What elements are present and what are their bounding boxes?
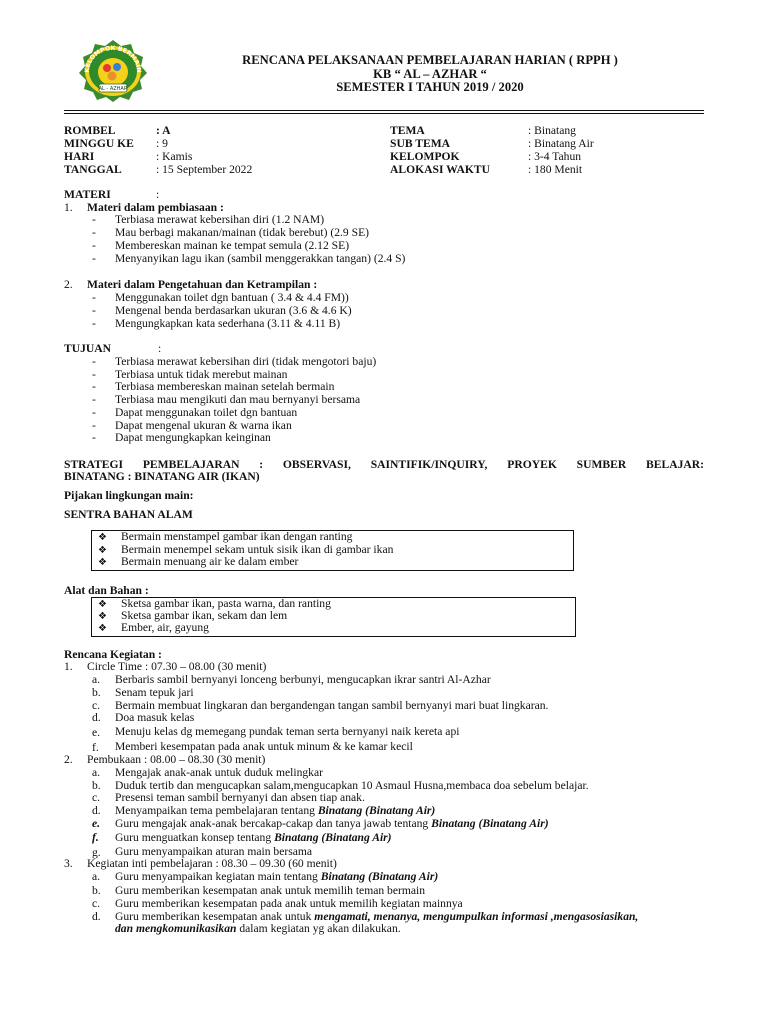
materi-sec2-title: Materi dalam Pengetahuan dan Ketrampilan :: [87, 278, 318, 291]
diamond-bullet-icon: ❖: [98, 532, 107, 543]
list-item: Terbiasa membereskan mainan setelah bermain: [115, 380, 335, 393]
list-marker: b.: [92, 884, 101, 897]
list-item: Dapat menggunakan toilet dgn bantuan: [115, 406, 298, 419]
list-item: Mengungkapkan kata sederhana (3.11 & 4.11 B): [115, 317, 341, 330]
list-dash: -: [92, 226, 96, 239]
list-item: Guru menyampaikan kegiatan main tentang Binatang (Binatang Air): [115, 870, 439, 883]
info-value-hari: : Kamis: [156, 150, 193, 163]
info-value-rombel: : A: [156, 124, 171, 137]
info-label-kelompok: KELOMPOK: [390, 150, 460, 163]
list-marker: f.: [92, 741, 99, 754]
info-label-tanggal: TANGGAL: [64, 163, 122, 176]
list-item: Terbiasa merawat kebersihan diri (1.2 NAM): [115, 213, 325, 226]
list-item: Terbiasa merawat kebersihan diri (tidak mengotori baju): [115, 355, 377, 368]
document-title: [150, 54, 710, 95]
list-item: Bermain menempel sekam untuk sisik ikan di gambar ikan: [121, 543, 394, 556]
strategi-line-1: STRATEGI PEMBELAJARAN : OBSERVASI, SAINTIFIK/INQUIRY, PROYEK SUMBER BELAJAR:: [64, 458, 704, 471]
list-marker: d.: [92, 910, 101, 923]
list-item: Menyampaikan tema pembelajaran tentang Binatang (Binatang Air): [115, 804, 436, 817]
list-marker: d.: [92, 804, 101, 817]
list-marker: d.: [92, 711, 101, 724]
logo-banner-text: AL - AZHAR: [98, 86, 128, 92]
list-item: Sketsa gambar ikan, sekam dan lem: [121, 609, 288, 622]
diamond-bullet-icon: ❖: [98, 611, 107, 622]
diamond-bullet-icon: ❖: [98, 623, 107, 634]
list-marker: f.: [92, 831, 99, 844]
info-label-rombel: ROMBEL: [64, 124, 116, 137]
header-rule-bottom: [64, 113, 704, 114]
list-dash: -: [92, 355, 96, 368]
list-item: Sketsa gambar ikan, pasta warna, dan ranting: [121, 597, 331, 610]
info-value-tanggal: : 15 September 2022: [156, 163, 253, 176]
materi-sec1-title: Materi dalam pembiasaan :: [87, 201, 224, 214]
list-item: Mau berbagi makanan/mainan (tidak berebut) (2.9 SE): [115, 226, 370, 239]
list-item: Bermain menstampel gambar ikan dengan ranting: [121, 530, 353, 543]
materi-colon: :: [156, 188, 160, 201]
rencana-s2-title: Pembukaan : 08.00 – 08.30 (30 menit): [87, 753, 266, 766]
list-dash: -: [92, 380, 96, 393]
diamond-bullet-icon: ❖: [98, 599, 107, 610]
list-item: Senam tepuk jari: [115, 686, 194, 699]
list-item: Berbaris sambil bernyanyi lonceng berbunyi, mengucapkan ikrar santri Al-Azhar: [115, 673, 491, 686]
rencana-s3-title: Kegiatan inti pembelajaran : 08.30 – 09.30 (60 menit): [87, 857, 337, 870]
info-value-subtema: : Binatang Air: [528, 137, 594, 150]
list-item: Ember, air, gayung: [121, 621, 209, 634]
list-marker: b.: [92, 779, 101, 792]
list-item: Menuju kelas dg memegang pundak teman serta bernyanyi naik kereta api: [115, 725, 460, 738]
diamond-bullet-icon: ❖: [98, 545, 107, 556]
tujuan-colon: :: [158, 342, 162, 355]
sentra-heading: SENTRA BAHAN ALAM: [64, 508, 193, 521]
title-line-2: KB “ AL – AZHAR “: [373, 66, 487, 81]
rencana-s1-title: Circle Time : 07.30 – 08.00 (30 menit): [87, 660, 267, 673]
list-dash: -: [92, 304, 96, 317]
info-value-tema: : Binatang: [528, 124, 576, 137]
title-line-1: RENCANA PELAKSANAAN PEMBELAJARAN HARIAN ( RPPH ): [242, 53, 618, 67]
list-marker: e.: [92, 726, 101, 739]
info-value-kelompok: : 3-4 Tahun: [528, 150, 582, 163]
list-item: Guru memberikan kesempatan pada anak untuk memilih kegiatan mainnya: [115, 897, 463, 910]
diamond-bullet-icon: ❖: [98, 557, 107, 568]
logo-ring-text: KELOMPOK BERMAIN: [83, 44, 143, 73]
header-rule-top: [64, 110, 704, 111]
list-dash: -: [92, 419, 96, 432]
list-item: Mengenal benda berdasarkan ukuran (3.6 & 4.6 K): [115, 304, 352, 317]
rencana-heading: Rencana Kegiatan :: [64, 648, 162, 661]
list-dash: -: [92, 406, 96, 419]
list-marker: c.: [92, 699, 101, 712]
list-dash: -: [92, 393, 96, 406]
list-item: Duduk tertib dan mengucapkan salam,mengucapkan 10 Asmaul Husna,membaca doa sebelum belajar.: [115, 779, 589, 792]
materi-sec1-num: 1.: [64, 201, 73, 214]
rencana-s3-num: 3.: [64, 857, 73, 870]
list-item: Guru menyampaikan aturan main bersama: [115, 845, 313, 858]
list-item: Presensi teman sambil bernyanyi dan absen tiap anak.: [115, 791, 365, 804]
list-item: Menggunakan toilet dgn bantuan ( 3.4 & 4.4 FM)): [115, 291, 349, 304]
info-value-alokasi: : 180 Menit: [528, 163, 583, 176]
list-marker: a.: [92, 766, 101, 779]
list-dash: -: [92, 431, 96, 444]
info-label-subtema: SUB TEMA: [390, 137, 451, 150]
info-label-alokasi: ALOKASI WAKTU: [390, 163, 490, 176]
kindergarten-logo: [76, 38, 150, 102]
pijakan-heading: Pijakan lingkungan main:: [64, 489, 194, 502]
info-label-minggu: MINGGU KE: [64, 137, 134, 150]
list-marker: e.: [92, 817, 101, 830]
list-item: Doa masuk kelas: [115, 711, 195, 724]
list-item: Terbiasa mau mengikuti dan mau bernyanyi bersama: [115, 393, 361, 406]
list-item: Terbiasa untuk tidak merebut mainan: [115, 368, 288, 381]
strategi-line-2: BINATANG : BINATANG AIR (IKAN): [64, 470, 260, 483]
list-dash: -: [92, 252, 96, 265]
list-dash: -: [92, 239, 96, 252]
list-item: Guru memberikan kesempatan anak untuk mengamati, menanya, mengumpulkan informasi ,mengasosiasikan,: [115, 910, 639, 923]
rencana-s2-num: 2.: [64, 753, 73, 766]
list-dash: -: [92, 317, 96, 330]
list-marker: a.: [92, 673, 101, 686]
list-item: Guru memberikan kesempatan anak untuk memilih teman bermain: [115, 884, 426, 897]
materi-label: MATERI: [64, 188, 111, 201]
list-marker: a.: [92, 870, 101, 883]
list-dash: -: [92, 368, 96, 381]
list-item: Guru mengajak anak-anak bercakap-cakap dan tanya jawab tentang Binatang (Binatang Air): [115, 817, 549, 830]
list-dash: -: [92, 291, 96, 304]
list-item-continuation: dan mengkomunikasikan dalam kegiatan yg akan dilakukan.: [115, 922, 401, 935]
list-item: Bermain menuang air ke dalam ember: [121, 555, 299, 568]
list-marker: g.: [92, 846, 101, 859]
rencana-s1-num: 1.: [64, 660, 73, 673]
tujuan-label: TUJUAN: [64, 342, 112, 355]
list-item: Memberi kesempatan pada anak untuk minum & ke kamar kecil: [115, 740, 413, 753]
info-value-minggu: : 9: [156, 137, 168, 150]
list-marker: b.: [92, 686, 101, 699]
list-item: Membereskan mainan ke tempat semula (2.12 SE): [115, 239, 350, 252]
list-item: Bermain membuat lingkaran dan bergandengan tangan sambil bernyanyi mari buat lingkaran.: [115, 699, 549, 712]
list-item: Dapat mengungkapkan keinginan: [115, 431, 271, 444]
list-dash: -: [92, 213, 96, 226]
list-item: Mengajak anak-anak untuk duduk melingkar: [115, 766, 323, 779]
materi-sec2-num: 2.: [64, 278, 73, 291]
title-line-3: SEMESTER I TAHUN 2019 / 2020: [336, 80, 524, 94]
alat-heading: Alat dan Bahan :: [64, 584, 149, 597]
info-label-hari: HARI: [64, 150, 95, 163]
info-label-tema: TEMA: [390, 124, 425, 137]
list-item: Guru menguatkan konsep tentang Binatang (Binatang Air): [115, 831, 392, 844]
list-marker: c.: [92, 897, 101, 910]
list-marker: c.: [92, 791, 101, 804]
list-item: Menyanyikan lagu ikan (sambil menggerakkan tangan) (2.4 S): [115, 252, 406, 265]
list-item: Dapat mengenal ukuran & warna ikan: [115, 419, 292, 432]
